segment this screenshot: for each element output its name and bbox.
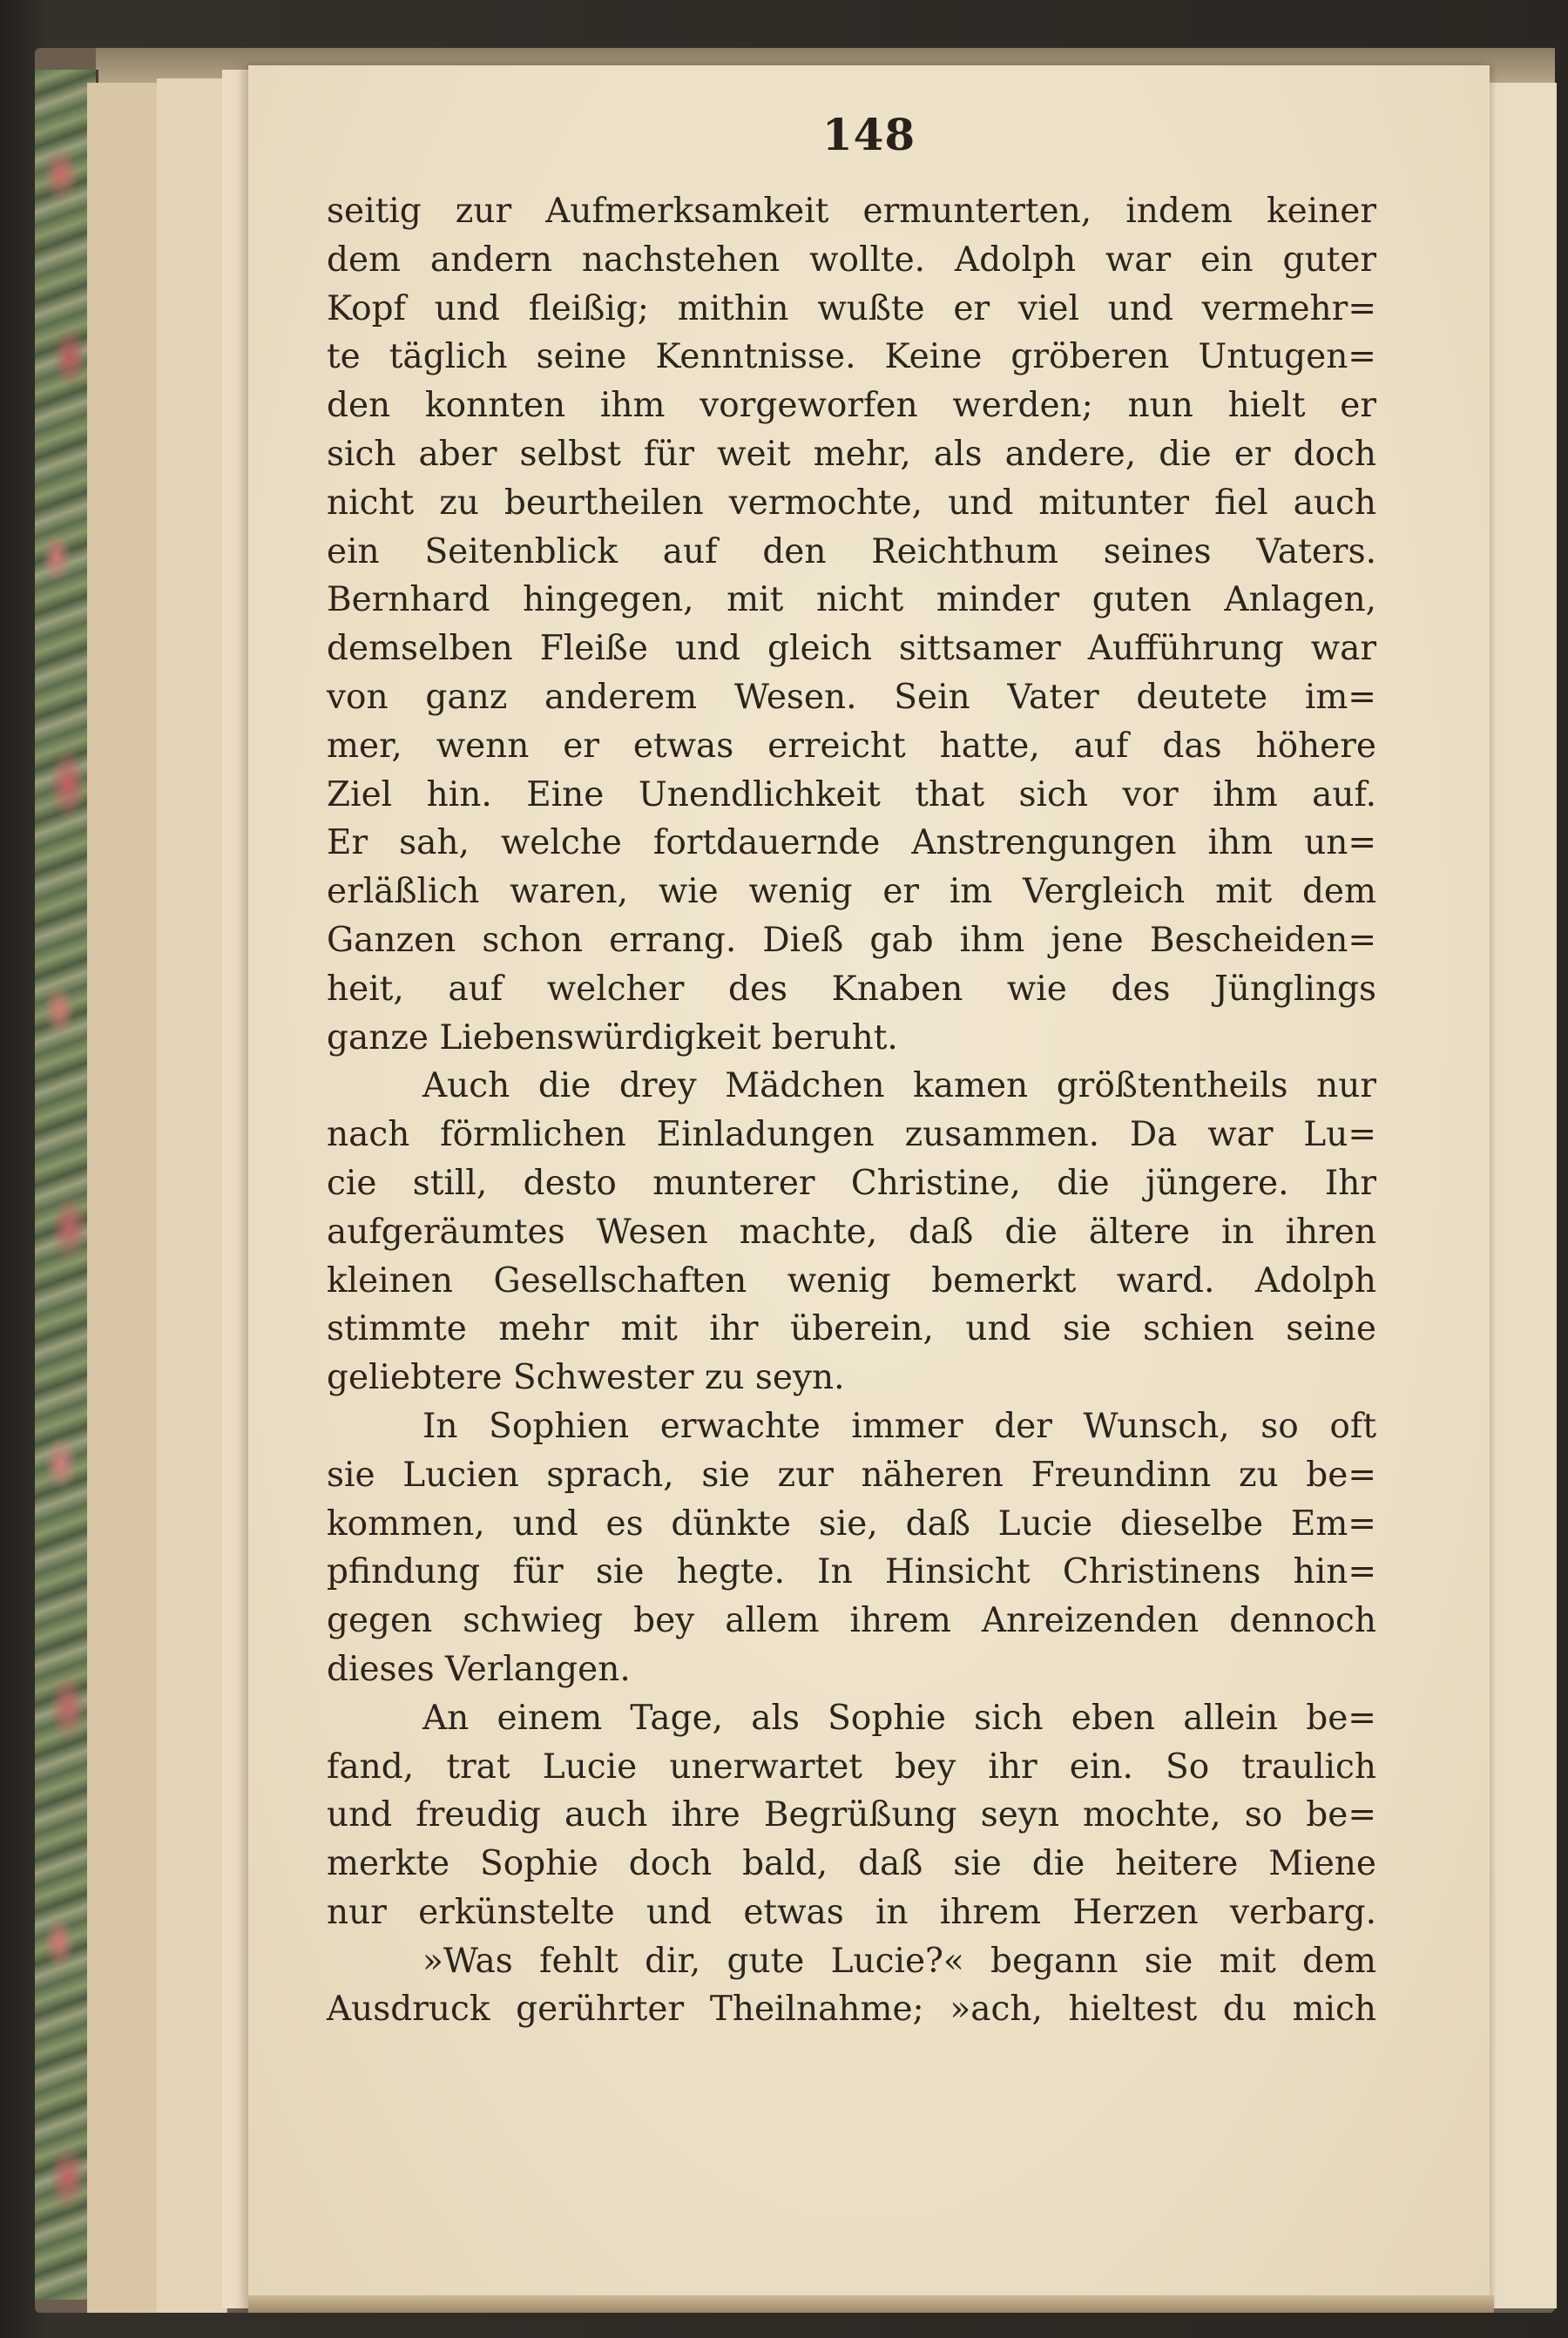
text-line: Ziel hin. Eine Unendlichkeit that sich vor ihm auf. xyxy=(327,774,1376,814)
text-line: sie Lucien sprach, sie zur näheren Freundinn zu be= xyxy=(327,1455,1376,1495)
text-line: ein Seitenblick auf den Reichthum seines Vaters. xyxy=(327,531,1376,571)
text-line: »Was fehlt dir, gute Lucie?« begann sie mit dem xyxy=(422,1941,1376,1981)
text-line: kommen, und es dünkte sie, daß Lucie dieselbe Em= xyxy=(327,1503,1376,1544)
text-line: fand, trat Lucie unerwartet bey ihr ein. So traulich xyxy=(327,1747,1376,1787)
text-line: pfindung für sie hegte. In Hinsicht Christinens hin= xyxy=(327,1552,1376,1592)
text-line: merkte Sophie doch bald, daß sie die heitere Miene xyxy=(327,1844,1376,1884)
page-edge xyxy=(87,83,158,2313)
text-line: An einem Tage, als Sophie sich eben allein be= xyxy=(422,1698,1376,1738)
text-line: ganze Liebenswürdigkeit beruht. xyxy=(327,1017,898,1058)
text-line: Auch die drey Mädchen kamen größtentheils nur xyxy=(422,1066,1376,1106)
text-line: kleinen Gesellschaften wenig bemerkt ward. Adolph xyxy=(327,1260,1376,1301)
text-line: dem andern nachstehen wollte. Adolph war ein guter xyxy=(327,240,1376,280)
text-line: aufgeräumtes Wesen machte, daß die ältere in ihren xyxy=(327,1212,1376,1252)
next-page-edge xyxy=(1481,83,1557,2308)
page-number: 148 xyxy=(821,109,916,160)
text-line: In Sophien erwachte immer der Wunsch, so oft xyxy=(422,1406,1376,1446)
text-line: Ganzen schon errang. Dieß gab ihm jene Bescheiden= xyxy=(327,920,1376,960)
text-line: geliebtere Schwester zu seyn. xyxy=(327,1358,845,1398)
text-line: Ausdruck gerührter Theilnahme; »ach, hieltest du mich xyxy=(327,1990,1376,2030)
text-line: seitig zur Aufmerksamkeit ermunterten, indem keiner xyxy=(327,192,1376,231)
text-line: von ganz anderem Wesen. Sein Vater deutete im= xyxy=(327,677,1376,717)
text-line: stimmte mehr mit ihr überein, und sie schien seine xyxy=(327,1309,1376,1349)
text-line: sich aber selbst für weit mehr, als andere, die er doch xyxy=(327,434,1376,474)
text-line: erläßlich waren, wie wenig er im Vergleich mit dem xyxy=(327,872,1376,912)
page-text xyxy=(327,187,1376,2034)
text-line: Kopf und fleißig; mithin wußte er viel und vermehr= xyxy=(327,288,1376,328)
text-line: te täglich seine Kenntnisse. Keine gröberen Untugen= xyxy=(327,337,1376,377)
text-line: gegen schwieg bey allem ihrem Anreizenden dennoch xyxy=(327,1601,1376,1641)
text-line: nach förmlichen Einladungen zusammen. Da war Lu= xyxy=(327,1115,1376,1155)
text-line: nicht zu beurtheilen vermochte, und mitunter fiel auch xyxy=(327,483,1376,523)
text-line: dieses Verlangen. xyxy=(327,1649,631,1689)
text-line: den konnten ihm vorgeworfen werden; nun hielt er xyxy=(327,386,1376,426)
text-line: Bernhard hingegen, mit nicht minder guten Anlagen, xyxy=(327,580,1376,620)
text-line: mer, wenn er etwas erreicht hatte, auf das höhere xyxy=(327,726,1376,766)
text-line: cie still, desto munterer Christine, die jüngere. Ihr xyxy=(327,1163,1376,1203)
text-line: heit, auf welcher des Knaben wie des Jünglings xyxy=(327,969,1376,1009)
text-line: nur erkünstelte und etwas in ihrem Herzen verbarg. xyxy=(327,1892,1376,1932)
page-edge xyxy=(157,78,227,2313)
bottom-edge xyxy=(248,2295,1494,2313)
text-line: und freudig auch ihre Begrüßung seyn mochte, so be= xyxy=(327,1795,1376,1835)
text-line: Er sah, welche fortdauernde Anstrengungen ihm un= xyxy=(327,823,1376,863)
text-line: demselben Fleiße und gleich sittsamer Aufführung war xyxy=(327,629,1376,669)
book-page xyxy=(248,65,1490,2313)
